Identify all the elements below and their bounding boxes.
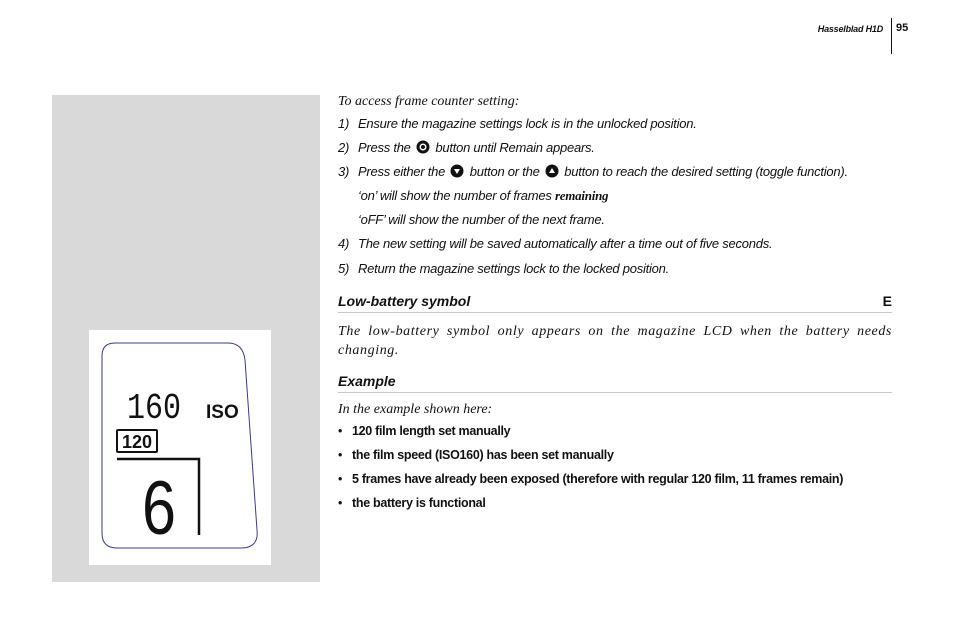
access-intro: To access frame counter setting: <box>338 94 520 109</box>
lcd-display <box>89 330 271 565</box>
bullet-dot: • <box>338 448 343 462</box>
bullet-text: the film speed (ISO160) has been set manually <box>352 448 614 462</box>
step-1-text: Ensure the magazine settings lock is in the unlocked position. <box>358 116 697 131</box>
header-divider <box>891 18 892 54</box>
on-option-emphasis: remaining <box>554 188 609 203</box>
select-button-icon <box>416 140 430 154</box>
low-battery-heading-text: Low-battery symbol <box>338 293 471 309</box>
step-4-number: 4) <box>338 236 350 251</box>
step-1 <box>338 116 697 131</box>
step-4 <box>338 236 772 251</box>
step-2 <box>338 140 595 155</box>
step-5-text: Return the magazine settings lock to the locked position. <box>358 261 669 276</box>
lcd-illustration <box>89 330 271 565</box>
step-3 <box>338 164 848 179</box>
step-2-after: button until Remain appears. <box>435 140 595 155</box>
step-4-text: The new setting will be saved automatically after a time out of five seconds. <box>358 236 773 251</box>
film-format-label: 120 <box>121 432 153 452</box>
bullet-text: the battery is functional <box>352 496 486 510</box>
example-heading-text: Example <box>338 373 396 389</box>
off-option: ‘oFF’ will show the number of the next frame. <box>358 212 605 227</box>
bullet-dot: • <box>338 496 343 510</box>
step-1-number: 1) <box>338 116 350 131</box>
bullet-dot: • <box>338 472 343 486</box>
step-3-after: button to reach the desired setting (toggle function). <box>564 164 848 179</box>
step-2-before: Press the <box>358 140 411 155</box>
step-2-number: 2) <box>338 140 350 155</box>
iso-label: ISO <box>206 402 239 423</box>
step-5 <box>338 261 669 276</box>
low-battery-heading-marker: E <box>882 293 892 309</box>
frame-count: 6 <box>142 466 176 551</box>
list-item <box>338 472 843 486</box>
on-option-text: ‘on’ will show the number of frames <box>358 188 552 203</box>
step-3-number: 3) <box>338 164 350 179</box>
down-button-icon <box>450 164 464 178</box>
low-battery-heading <box>338 293 892 313</box>
bullet-text: 5 frames have already been exposed (therefore with regular 120 film, 11 frames remain) <box>352 472 844 486</box>
low-battery-text: The low-battery symbol only appears on the magazine LCD when the battery needs changing. <box>338 324 892 358</box>
bullet-dot: • <box>338 424 343 438</box>
up-button-icon <box>545 164 559 178</box>
list-item <box>338 424 510 438</box>
step-3-middle: button or the <box>469 164 540 179</box>
page-number: 95 <box>896 22 909 34</box>
iso-digits: 160 <box>127 388 181 429</box>
example-intro: In the example shown here: <box>338 402 493 417</box>
list-item <box>338 448 614 462</box>
step-3-before: Press either the <box>358 164 446 179</box>
bullet-text: 120 film length set manually <box>352 424 511 438</box>
on-option <box>358 188 608 204</box>
example-heading <box>338 373 892 393</box>
list-item <box>338 496 486 510</box>
manual-title: Hasselblad H1D <box>817 24 883 34</box>
step-5-number: 5) <box>338 261 350 276</box>
